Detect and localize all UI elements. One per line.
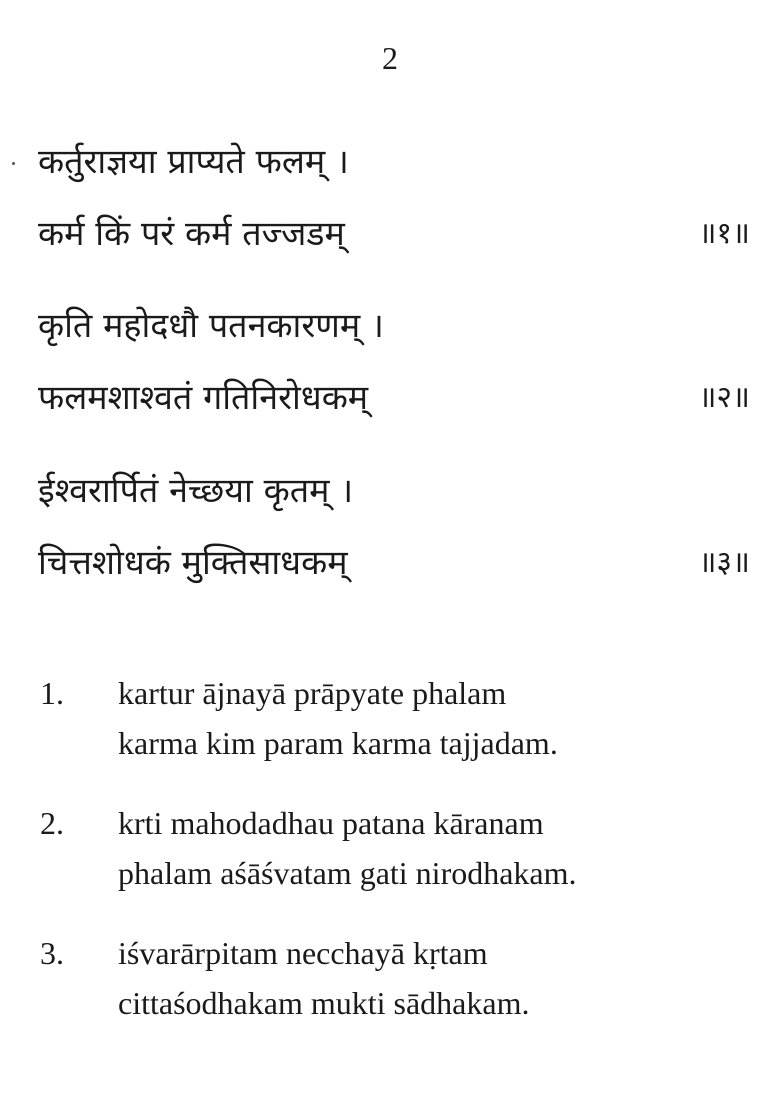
verse-text: कर्तुराज्ञया प्राप्यते फलम् । — [38, 142, 349, 182]
page-number: 2 — [382, 40, 398, 76]
transliteration-line: karma kim param karma tajjadam. — [118, 725, 558, 761]
verse-line — [38, 362, 750, 434]
transliteration-body — [118, 668, 740, 768]
transliteration-number: 1. — [40, 675, 64, 711]
transliteration-line: phalam aśāśvatam gati nirodhakam. — [118, 855, 577, 891]
verse-3 — [38, 455, 750, 599]
transliteration-body — [118, 798, 740, 898]
transliteration-number: 3. — [40, 935, 64, 971]
verse-line — [38, 198, 750, 270]
transliteration-line: kartur ājnayā prāpyate phalam — [118, 675, 507, 711]
transliteration-number: 2. — [40, 805, 64, 841]
transliteration-line: krti mahodadhau patana kāranam — [118, 805, 544, 841]
verse-line — [38, 527, 750, 599]
verse-number: ॥३॥ — [698, 545, 750, 580]
verse-line — [38, 455, 750, 527]
transliteration-body — [118, 928, 740, 1028]
verse-2 — [38, 290, 750, 434]
verse-line — [38, 290, 750, 362]
verse-text: कृति महोदधौ पतनकारणम् । — [38, 306, 384, 346]
margin-mark — [12, 162, 15, 165]
transliteration-line: cittaśodhakam mukti sādhakam. — [118, 985, 530, 1021]
verse-1 — [38, 126, 750, 270]
transliteration-line: iśvarārpitam necchayā kṛtam — [118, 935, 488, 971]
verse-text: ईश्वरार्पितं नेच्छया कृतम् । — [38, 471, 354, 511]
verse-number: ॥२॥ — [698, 380, 750, 415]
verse-line — [38, 126, 750, 198]
verse-text: फलमशाश्वतं गतिनिरोधकम् — [38, 378, 369, 418]
verse-text: चित्तशोधकं मुक्तिसाधकम् — [38, 543, 348, 583]
verse-number: ॥१॥ — [698, 216, 750, 251]
verse-text: कर्म किं परं कर्म तज्जडम् — [38, 214, 345, 254]
